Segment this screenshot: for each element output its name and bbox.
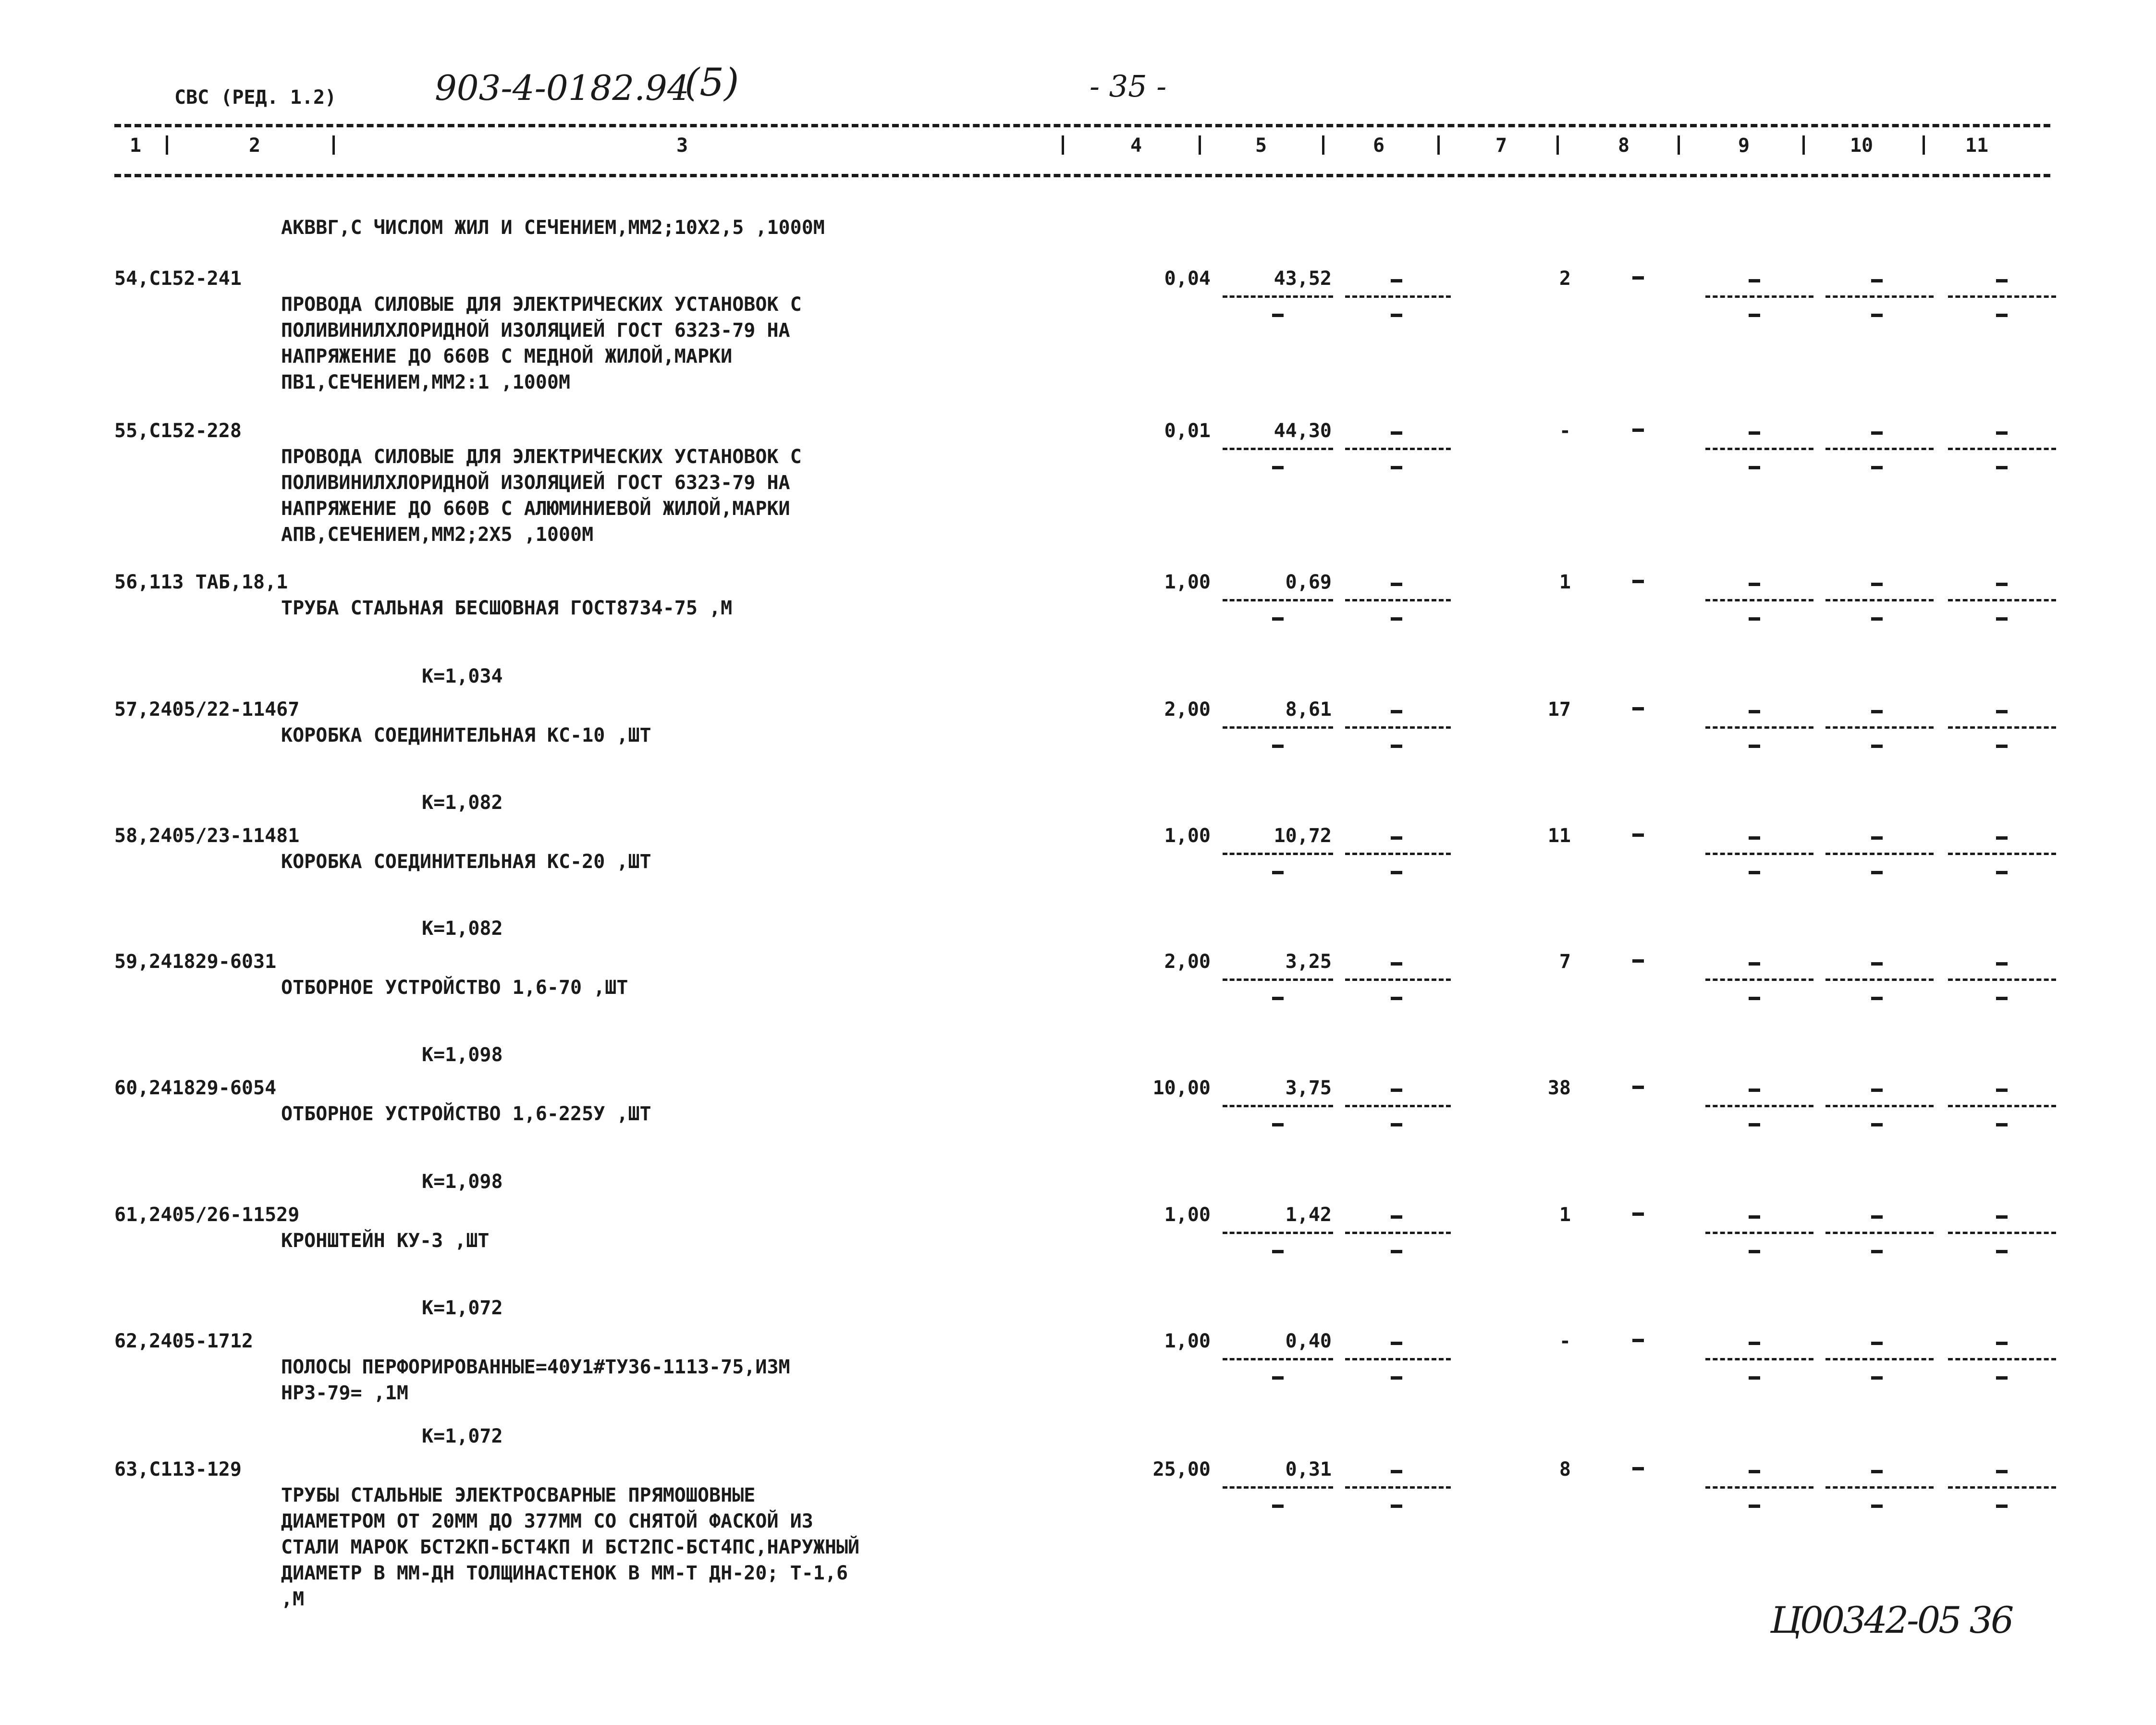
unit-cost-value: 44,30 [1274,420,1332,442]
fraction-line [1705,1232,1813,1234]
empty-dash [1871,710,1883,713]
empty-dash [1749,1250,1760,1253]
fraction-line [1825,599,1934,601]
empty-dash [1871,314,1883,317]
fraction-line [1948,853,2056,855]
empty-dash [1996,431,2008,435]
item-code: 62,2405-1712 [114,1330,253,1352]
column-separator [1556,135,1559,155]
fraction-line [1948,599,2056,601]
column-number: 5 [1255,135,1267,157]
fraction-line [1705,295,1813,298]
empty-dash [1996,583,2008,586]
item-description: КОРОБКА СОЕДИНИТЕЛЬНАЯ КС-10 ,ШТ [281,724,651,746]
empty-dash [1391,1376,1402,1380]
empty-dash [1391,836,1402,840]
empty-dash [1749,583,1760,586]
unit-cost-value: 3,25 [1285,951,1332,973]
column-number: 4 [1130,135,1142,157]
empty-dash [1871,997,1883,1000]
fraction-line [1825,853,1934,855]
fraction-line [1825,1232,1934,1234]
empty-dash [1749,314,1760,317]
empty-dash [1996,997,2008,1000]
fraction-line [1223,295,1333,298]
fraction-line [1948,1486,2056,1489]
quantity-value: 25,00 [1152,1458,1211,1480]
item-description: ОТБОРНОЕ УСТРОЙСТВО 1,6-225У ,ШТ [281,1103,651,1125]
column-number: 11 [1965,135,1989,157]
item-code: 55,С152-228 [114,420,242,442]
col7-value: 1 [1559,1204,1571,1226]
empty-dash [1391,279,1402,282]
empty-dash [1391,1123,1402,1126]
empty-dash [1391,1470,1402,1473]
empty-dash [1749,871,1760,874]
unit-cost-value: 8,61 [1285,698,1332,721]
fraction-line [1825,1486,1934,1489]
empty-dash [1272,314,1284,317]
column-separator [166,135,168,155]
empty-dash [1871,1505,1883,1508]
fraction-line [1345,979,1451,981]
empty-dash [1632,1086,1644,1089]
empty-dash [1996,745,2008,748]
empty-dash [1871,279,1883,282]
empty-dash [1272,617,1284,621]
empty-dash [1391,1215,1402,1219]
column-separator [1322,135,1324,155]
empty-dash [1871,745,1883,748]
series-label: СВС (РЕД. 1.2) [174,86,337,109]
fraction-line [1948,1232,2056,1234]
empty-dash [1871,466,1883,469]
empty-dash [1996,1470,2008,1473]
empty-dash [1749,466,1760,469]
fraction-line [1705,1486,1813,1489]
empty-dash [1391,1250,1402,1253]
col7-value: - [1559,420,1571,442]
coefficient-label: К=1,072 [422,1425,503,1447]
item-code: 57,2405/22-11467 [114,698,300,721]
fraction-line [1705,979,1813,981]
empty-dash [1391,617,1402,621]
fraction-line [1345,1232,1451,1234]
column-number: 1 [129,135,142,157]
unit-cost-value: 0,31 [1285,1458,1332,1480]
empty-dash [1996,314,2008,317]
continued-description: АКВВГ,С ЧИСЛОМ ЖИЛ И СЕЧЕНИЕМ,ММ2;10Х2,5 ,1000М [281,217,825,239]
col7-value: 11 [1547,825,1571,847]
fraction-line [1948,1105,2056,1107]
item-description: ТРУБА СТАЛЬНАЯ БЕСШОВНАЯ ГОСТ8734-75 ,М [281,597,733,619]
column-separator [1062,135,1064,155]
item-description: ПРОВОДА СИЛОВЫЕ ДЛЯ ЭЛЕКТРИЧЕСКИХ УСТАНОВОК С ПОЛИВИНИЛХЛОРИДНОЙ ИЗОЛЯЦИЕЙ ГОСТ 6323-79 НА НАПРЯЖЕНИЕ ДО 660В С МЕДНОЙ ЖИЛОЙ,МАРКИ ПВ1,СЕЧЕНИЕМ,ММ2:1 ,1000М [281,294,802,393]
fraction-line [1345,295,1451,298]
quantity-value: 1,00 [1164,571,1211,593]
column-number: 3 [676,135,688,157]
fraction-line [1948,979,2056,981]
empty-dash [1871,583,1883,586]
column-number: 2 [248,135,261,157]
empty-dash [1632,1339,1644,1342]
empty-dash [1632,276,1644,280]
empty-dash [1871,1376,1883,1380]
empty-dash [1871,836,1883,840]
col7-value: 2 [1559,268,1571,290]
unit-cost-value: 43,52 [1274,268,1332,290]
fraction-line [1223,1232,1333,1234]
fraction-line [1705,1105,1813,1107]
empty-dash [1749,1342,1760,1345]
fraction-line [1345,726,1451,729]
fraction-line [1825,448,1934,450]
quantity-value: 2,00 [1164,951,1211,973]
empty-dash [1391,997,1402,1000]
column-number: 10 [1850,135,1874,157]
item-code: 58,2405/23-11481 [114,825,300,847]
fraction-line [1948,1358,2056,1360]
fraction-line [1705,448,1813,450]
empty-dash [1871,962,1883,966]
unit-cost-value: 10,72 [1274,825,1332,847]
fraction-line [1345,1358,1451,1360]
empty-dash [1749,962,1760,966]
empty-dash [1996,1123,2008,1126]
archive-stamp: Ц00342-05 36 [1770,1599,2012,1641]
column-separator [332,135,335,155]
empty-dash [1996,710,2008,713]
item-code: 56,113 ТАБ,18,1 [114,571,288,593]
column-number: 9 [1738,135,1750,157]
empty-dash [1391,745,1402,748]
coefficient-label: К=1,034 [422,665,503,687]
empty-dash [1996,836,2008,840]
fraction-line [1223,1486,1333,1489]
empty-dash [1996,1505,2008,1508]
empty-dash [1996,962,2008,966]
document-part: (5) [685,60,739,105]
empty-dash [1272,871,1284,874]
col7-value: 17 [1547,698,1571,721]
empty-dash [1871,431,1883,435]
empty-dash [1272,1376,1284,1380]
empty-dash [1749,997,1760,1000]
fraction-line [1825,1105,1934,1107]
quantity-value: 0,04 [1164,268,1211,290]
fraction-line [1705,853,1813,855]
empty-dash [1272,1505,1284,1508]
item-code: 61,2405/26-11529 [114,1204,300,1226]
empty-dash [1749,710,1760,713]
empty-dash [1391,1089,1402,1092]
empty-dash [1996,1250,2008,1253]
empty-dash [1272,997,1284,1000]
fraction-line [1705,599,1813,601]
col7-value: 38 [1547,1077,1571,1099]
column-number: 7 [1495,135,1507,157]
quantity-value: 1,00 [1164,1204,1211,1226]
coefficient-label: К=1,082 [422,918,503,940]
empty-dash [1632,833,1644,837]
empty-dash [1391,466,1402,469]
empty-dash [1996,279,2008,282]
empty-dash [1871,1123,1883,1126]
column-separator [1802,135,1805,155]
document-code: 903-4-0182.94 [435,68,689,108]
empty-dash [1391,1505,1402,1508]
empty-dash [1996,1342,2008,1345]
fraction-line [1223,726,1333,729]
fraction-line [1223,599,1333,601]
fraction-line [1345,853,1451,855]
empty-dash [1749,279,1760,282]
unit-cost-value: 1,42 [1285,1204,1332,1226]
unit-cost-value: 0,69 [1285,571,1332,593]
fraction-line [1825,1358,1934,1360]
empty-dash [1272,1123,1284,1126]
fraction-line [1345,599,1451,601]
header-rule-bottom [114,174,2050,177]
empty-dash [1632,1467,1644,1470]
empty-dash [1871,871,1883,874]
empty-dash [1871,617,1883,621]
fraction-line [1345,1105,1451,1107]
empty-dash [1391,314,1402,317]
fraction-line [1705,726,1813,729]
empty-dash [1749,1505,1760,1508]
unit-cost-value: 3,75 [1285,1077,1332,1099]
coefficient-label: К=1,098 [422,1044,503,1066]
item-code: 54,С152-241 [114,268,242,290]
fraction-line [1825,295,1934,298]
item-description: КРОНШТЕЙН КУ-3 ,ШТ [281,1230,490,1252]
quantity-value: 1,00 [1164,1330,1211,1352]
quantity-value: 1,00 [1164,825,1211,847]
header-rule-top [114,124,2050,127]
column-separator [1437,135,1440,155]
empty-dash [1996,466,2008,469]
empty-dash [1749,431,1760,435]
column-number: 8 [1617,135,1630,157]
quantity-value: 10,00 [1152,1077,1211,1099]
item-code: 59,241829-6031 [114,951,277,973]
fraction-line [1223,853,1333,855]
fraction-line [1345,1486,1451,1489]
fraction-line [1825,726,1934,729]
item-description: ТРУБЫ СТАЛЬНЫЕ ЭЛЕКТРОСВАРНЫЕ ПРЯМОШОВНЫЕ ДИАМЕТРОМ ОТ 20ММ ДО 377ММ СО СНЯТОЙ ФАСКОЙ ИЗ СТАЛИ МАРОК БСТ2КП-БСТ4КП И БСТ2ПС-БСТ4ПС,НАРУЖНЫЙ ДИАМЕТР В ММ-ДН ТОЛЩИНАСТЕНОК В ММ-Т ДН-20; Т-1,6 ,М [281,1484,860,1610]
empty-dash [1749,1376,1760,1380]
fraction-line [1705,1358,1813,1360]
coefficient-label: К=1,072 [422,1297,503,1319]
empty-dash [1749,1215,1760,1219]
empty-dash [1871,1342,1883,1345]
fraction-line [1223,1358,1333,1360]
empty-dash [1871,1089,1883,1092]
empty-dash [1749,1470,1760,1473]
column-separator [1199,135,1201,155]
empty-dash [1632,1212,1644,1216]
column-separator [1923,135,1925,155]
empty-dash [1871,1250,1883,1253]
empty-dash [1749,1123,1760,1126]
empty-dash [1632,707,1644,710]
col7-value: 7 [1559,951,1571,973]
empty-dash [1391,583,1402,586]
empty-dash [1996,1089,2008,1092]
col7-value: 8 [1559,1458,1571,1480]
coefficient-label: К=1,082 [422,792,503,814]
fraction-line [1948,448,2056,450]
item-description: КОРОБКА СОЕДИНИТЕЛЬНАЯ КС-20 ,ШТ [281,851,651,873]
empty-dash [1871,1215,1883,1219]
empty-dash [1996,617,2008,621]
coefficient-label: К=1,098 [422,1171,503,1193]
empty-dash [1996,1215,2008,1219]
empty-dash [1749,1089,1760,1092]
fraction-line [1948,726,2056,729]
column-number: 6 [1372,135,1385,157]
empty-dash [1996,871,2008,874]
col7-value: - [1559,1330,1571,1352]
empty-dash [1391,962,1402,966]
fraction-line [1345,448,1451,450]
empty-dash [1272,745,1284,748]
fraction-line [1948,295,2056,298]
item-code: 63,С113-129 [114,1458,242,1480]
empty-dash [1749,836,1760,840]
empty-dash [1749,745,1760,748]
empty-dash [1871,1470,1883,1473]
empty-dash [1391,871,1402,874]
item-description: ПОЛОСЫ ПЕРФОРИРОВАННЫЕ=40У1#ТУ36-1113-75,ИЗМ НР3-79= ,1М [281,1356,790,1404]
empty-dash [1749,617,1760,621]
empty-dash [1632,428,1644,432]
item-description: ОТБОРНОЕ УСТРОЙСТВО 1,6-70 ,ШТ [281,977,628,999]
item-description: ПРОВОДА СИЛОВЫЕ ДЛЯ ЭЛЕКТРИЧЕСКИХ УСТАНОВОК С ПОЛИВИНИЛХЛОРИДНОЙ ИЗОЛЯЦИЕЙ ГОСТ 6323-79 НА НАПРЯЖЕНИЕ ДО 660В С АЛЮМИНИЕВОЙ ЖИЛОЙ,МАРКИ АПВ,СЕЧЕНИЕМ,ММ2;2Х5 ,1000М [281,446,802,546]
quantity-value: 0,01 [1164,420,1211,442]
unit-cost-value: 0,40 [1285,1330,1332,1352]
empty-dash [1391,710,1402,713]
page-number: - 35 - [1090,69,1167,104]
empty-dash [1272,1250,1284,1253]
fraction-line [1223,1105,1333,1107]
empty-dash [1272,466,1284,469]
item-code: 60,241829-6054 [114,1077,277,1099]
empty-dash [1391,431,1402,435]
empty-dash [1632,580,1644,583]
fraction-line [1825,979,1934,981]
fraction-line [1223,448,1333,450]
quantity-value: 2,00 [1164,698,1211,721]
col7-value: 1 [1559,571,1571,593]
column-separator [1678,135,1680,155]
empty-dash [1632,959,1644,963]
empty-dash [1996,1376,2008,1380]
empty-dash [1391,1342,1402,1345]
fraction-line [1223,979,1333,981]
